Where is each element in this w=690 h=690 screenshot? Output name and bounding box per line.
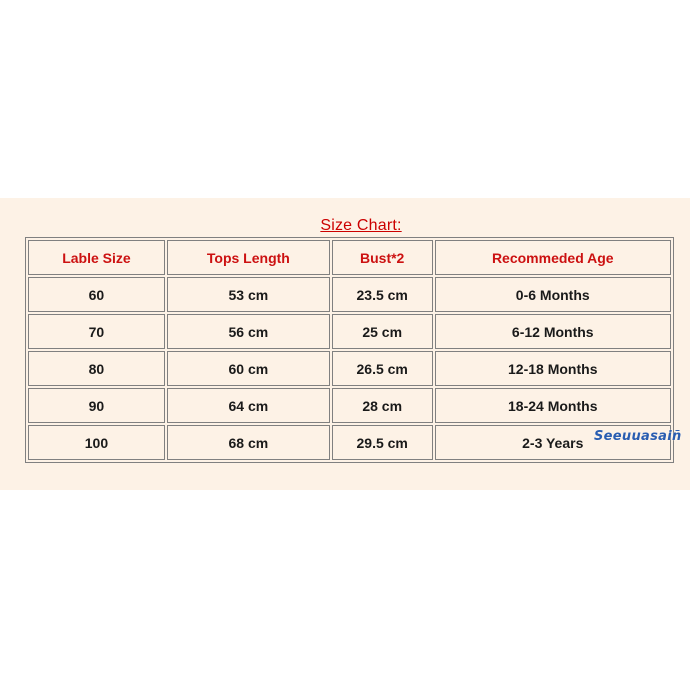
cell-recommended-age: 12-18 Months (435, 351, 672, 386)
cell-label-size: 100 (28, 425, 165, 460)
cell-recommended-age: 18-24 Months (435, 388, 672, 423)
cell-bust: 25 cm (332, 314, 433, 349)
cell-label-size: 70 (28, 314, 165, 349)
cell-bust: 29.5 cm (332, 425, 433, 460)
size-chart-table (25, 237, 674, 463)
cell-tops-length: 68 cm (167, 425, 330, 460)
header-tops-length: Tops Length (167, 240, 330, 275)
cell-tops-length: 53 cm (167, 277, 330, 312)
cell-tops-length: 60 cm (167, 351, 330, 386)
size-chart-title: Size Chart: (320, 217, 402, 234)
cell-label-size: 80 (28, 351, 165, 386)
cell-bust: 28 cm (332, 388, 433, 423)
table-row (28, 425, 671, 460)
header-label-size: Lable Size (28, 240, 165, 275)
cell-bust: 23.5 cm (332, 277, 433, 312)
cell-label-size: 90 (28, 388, 165, 423)
cell-recommended-age: 6-12 Months (435, 314, 672, 349)
header-recommended-age: Recommeded Age (435, 240, 672, 275)
table-row (28, 388, 671, 423)
table-header-row (28, 240, 671, 275)
cell-tops-length: 56 cm (167, 314, 330, 349)
cell-recommended-age: 0-6 Months (435, 277, 672, 312)
size-chart-title-wrap (16, 217, 690, 235)
watermark-logo: Seeuuasaiñ (594, 429, 682, 444)
table-row (28, 314, 671, 349)
table-row (28, 351, 671, 386)
header-bust: Bust*2 (332, 240, 433, 275)
table-row (28, 277, 671, 312)
cell-recommended-age: 2-3 Years (435, 425, 672, 460)
cell-tops-length: 64 cm (167, 388, 330, 423)
cell-bust: 26.5 cm (332, 351, 433, 386)
cell-label-size: 60 (28, 277, 165, 312)
